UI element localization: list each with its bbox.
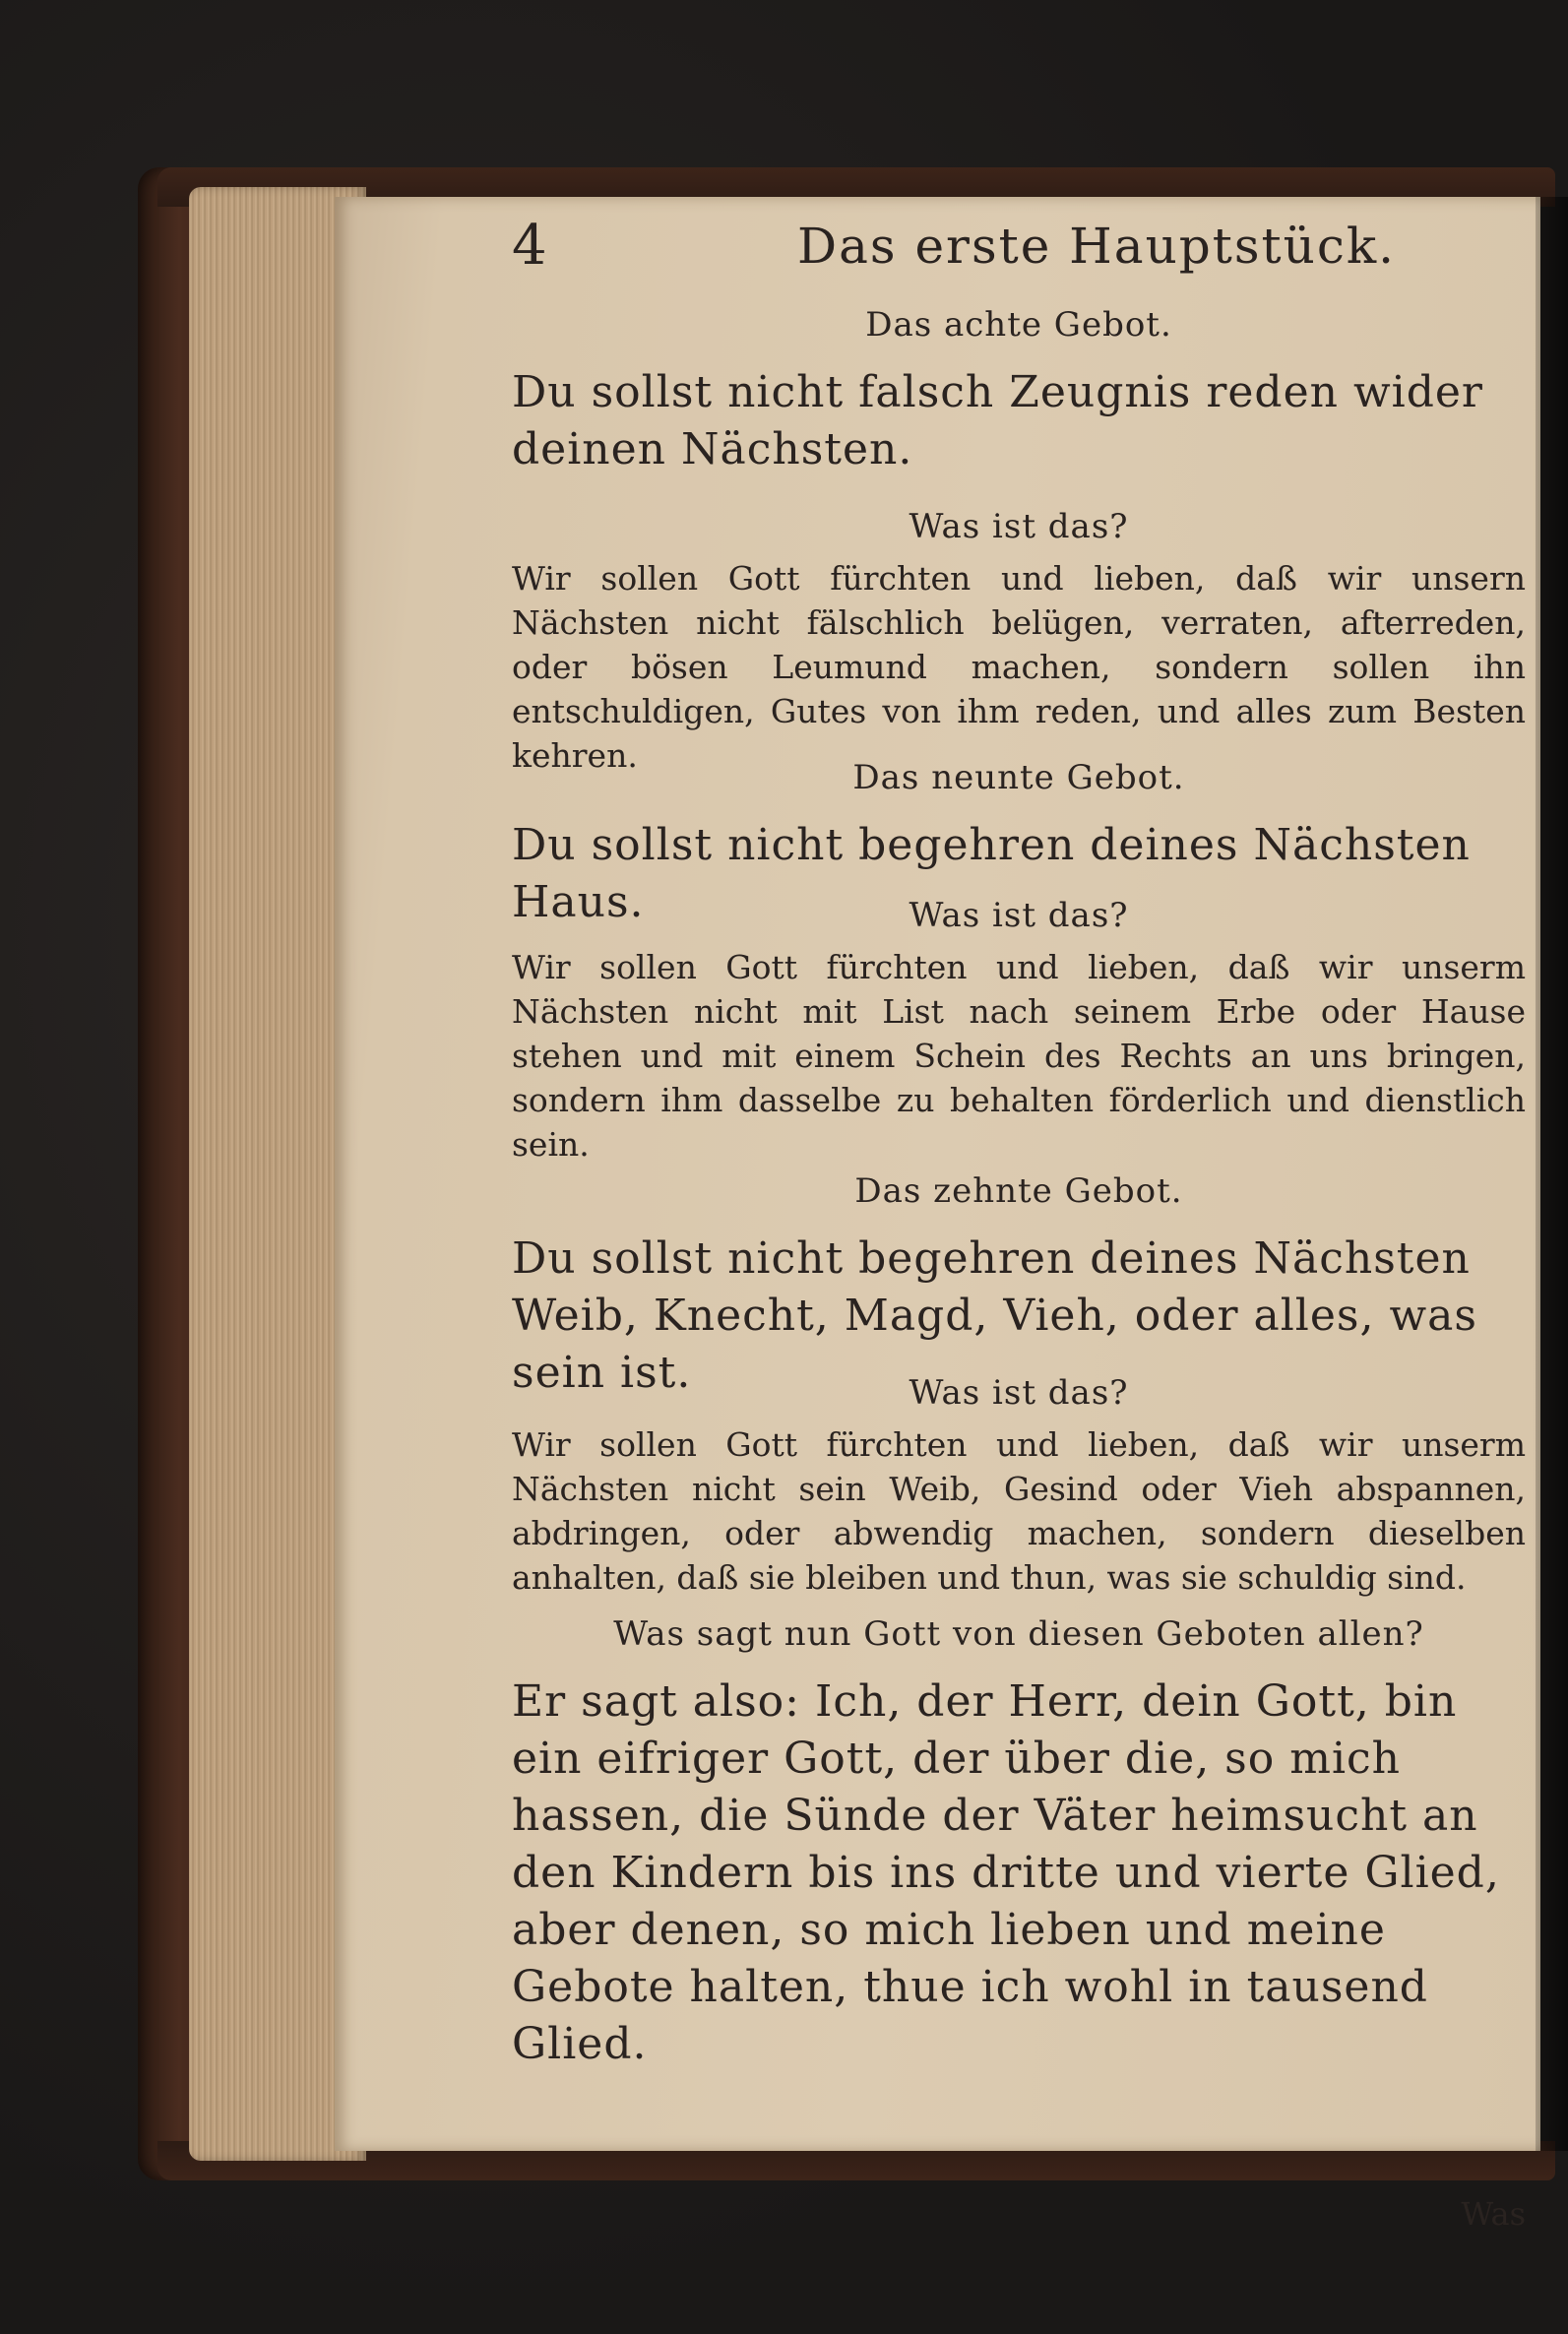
explanation-text: Wir sollen Gott fürchten und lieben, daß wir unserm Nächsten nicht mit List nach seinem Erbe oder Hause stehen und mit einem Schein des Rechts an uns bringen, sondern ihm dasselbe zu behalten förderlich und dienstlich sein.	[512, 948, 1526, 1164]
catchword: Was	[1461, 2195, 1526, 2233]
commandment-text: Du sollst nicht begehren deines Nächsten Haus.	[512, 820, 1471, 927]
closing-question: Was sagt nun Gott von diesen Geboten allen?	[613, 1614, 1424, 1654]
closing-answer: Er sagt also: Ich, der Herr, dein Gott, bin ein eifriger Gott, der über die, so mich hassen, die Sünde der Väter heimsucht an den Kindern bis ins dritte und vierte Glied, aber denen, so mich lieben und meine Gebote halten, thue ich wohl in tausend Glied.	[512, 1676, 1500, 2069]
question-heading: Was ist das?	[909, 896, 1129, 935]
section-heading: Das neunte Gebot.	[852, 758, 1185, 797]
section-heading: Das achte Gebot.	[865, 305, 1172, 345]
question-heading: Was ist das?	[909, 507, 1129, 546]
section-heading: Das zehnte Gebot.	[854, 1171, 1183, 1211]
explanation-text: Wir sollen Gott fürchten und lieben, daß wir unserm Nächsten nicht sein Weib, Gesind oder Vieh abspannen, abdringen, oder abwendig machen, sondern dieselben anhalten, daß sie bleiben und thun, was sie schuldig sind.	[512, 1425, 1526, 1597]
running-title: Das erste Hauptstück.	[797, 218, 1397, 275]
question-heading: Was ist das?	[909, 1373, 1129, 1413]
explanation-text: Wir sollen Gott fürchten und lieben, daß wir unsern Nächsten nicht fälschlich belügen, verraten, afterreden, oder bösen Leumund machen, sondern sollen ihn entschuldigen, Gutes von ihm reden, und alles zum Besten kehren.	[512, 559, 1526, 775]
commandment-text: Du sollst nicht begehren deines Nächsten Weib, Knecht, Magd, Vieh, oder alles, was sein ist.	[512, 1233, 1477, 1398]
commandment-text: Du sollst nicht falsch Zeugnis reden wider deinen Nächsten.	[512, 367, 1483, 474]
page-right-shadow	[1536, 197, 1568, 2151]
page-header	[512, 202, 1526, 290]
page-number: 4	[512, 214, 547, 278]
